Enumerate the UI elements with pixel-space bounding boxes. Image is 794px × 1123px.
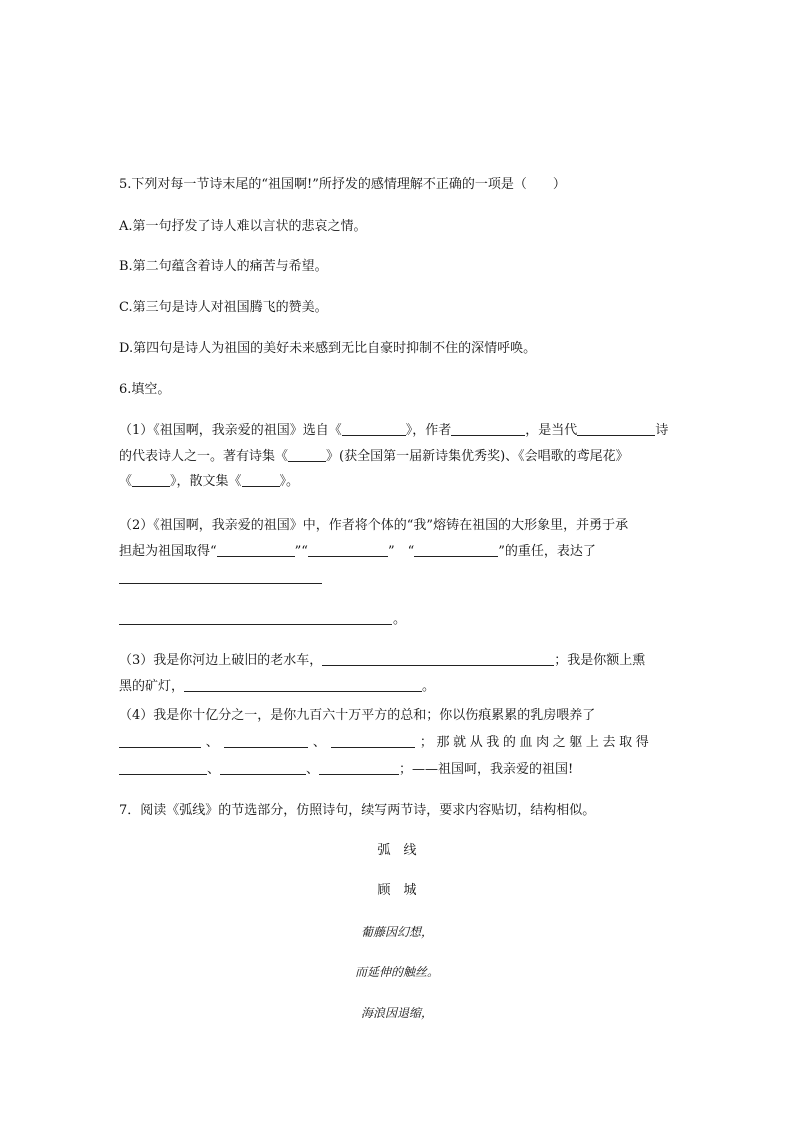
blank-prose-collection — [242, 474, 280, 487]
text: ；——祖国呵，我亲爱的祖国! — [399, 762, 574, 777]
poem-author: 顾 城 — [377, 883, 417, 898]
answer-line — [119, 583, 322, 584]
blank-collection-2 — [132, 474, 170, 487]
text: 黑的矿灯， — [119, 679, 185, 694]
text: （3）我是你河边上破旧的老水车， — [119, 653, 323, 668]
blank-nurtured-2 — [224, 735, 308, 748]
q5-option-d: D.第四句是诗人为祖国的美好未来感到无比自豪时抑制不住的深情呼唤。 — [119, 341, 537, 356]
text: 》，作者 — [405, 423, 452, 438]
q6-p3-line1 — [119, 652, 645, 670]
text: ”的重任，表达了 — [498, 544, 596, 559]
q6-p1-line2 — [119, 448, 629, 466]
q6-p3-line2 — [119, 678, 435, 696]
poem-line: 海浪因退缩， — [360, 1006, 433, 1020]
text: （1）《祖国啊，我亲爱的祖国》选自《 — [119, 423, 342, 438]
q6-p4-line3 — [119, 761, 573, 779]
q6-p1-line1 — [119, 422, 668, 440]
text: 、 — [312, 735, 327, 750]
blank-poetry-collection — [288, 449, 326, 462]
q6-p4-line2 — [119, 734, 652, 752]
blank-achievement-2 — [308, 544, 388, 557]
text: ；那就从我的血肉之躯上去取得 — [419, 735, 653, 750]
blank-achievement-1 — [217, 544, 295, 557]
q7-stem: 7．阅读《弧线》的节选部分，仿照诗句，续写两节诗，要求内容贴切，结构相似。 — [119, 803, 596, 818]
text: 、 — [207, 762, 221, 777]
text: ，是当代 — [525, 423, 578, 438]
q5-stem: 5.下列对每一节诗末尾的“祖国啊!”所抒发的感情理解不正确的一项是（ ） — [119, 177, 566, 192]
text: 》。 — [279, 474, 300, 489]
q6-p2-line1: （2）《祖国啊，我亲爱的祖国》中，作者将个体的“我”熔铸在祖国的大形象里，并勇于承 — [119, 518, 629, 533]
text: 《 — [119, 474, 133, 489]
text: ” “ — [387, 544, 415, 559]
text: 》(获全国第一届新诗集优秀奖)、《会唱歌的鸢尾花》 — [326, 449, 629, 464]
text: 、 — [205, 735, 220, 750]
text: 的代表诗人之一。著有诗集《 — [119, 449, 289, 464]
blank-author — [451, 423, 525, 436]
blank-poetry-school — [577, 423, 655, 436]
blank-nurtured-1 — [119, 735, 201, 748]
text: 、 — [306, 762, 320, 777]
q5-option-a: A.第一句抒发了诗人难以言状的悲哀之情。 — [119, 219, 367, 234]
text: 诗 — [655, 423, 669, 438]
text: 担起为祖国取得“ — [119, 544, 217, 559]
poem-title: 弧 线 — [377, 843, 417, 858]
blank-achievement-3 — [414, 544, 498, 557]
text: ；我是你额上熏 — [554, 653, 646, 668]
blank-obtain-1 — [119, 762, 207, 775]
q6-p4-line1: （4）我是你十亿分之一，是你九百六十万平方的总和；你以伤痕累累的乳房喂养了 — [119, 708, 596, 723]
q6-p2-line2 — [119, 543, 596, 561]
q6-p2-end-period: 。 — [393, 612, 407, 627]
q5-option-b: B.第二句蕴含着诗人的痛苦与希望。 — [119, 259, 328, 274]
blank-obtain-2 — [220, 762, 306, 775]
text: 》，散文集《 — [170, 474, 242, 489]
blank-obtain-3 — [319, 762, 399, 775]
text: ”“ — [294, 544, 308, 559]
blank-metaphor-1 — [322, 653, 554, 666]
poem-line: 葡藤因幻想， — [360, 925, 433, 939]
q6-p1-line3 — [119, 473, 299, 491]
q5-option-c: C.第三句是诗人对祖国腾飞的赞美。 — [119, 300, 328, 315]
blank-book-source — [342, 423, 406, 436]
answer-line — [119, 624, 392, 625]
blank-nurtured-3 — [331, 735, 415, 748]
text: 。 — [422, 679, 436, 694]
blank-metaphor-2 — [184, 679, 422, 692]
q6-title: 6.填空。 — [119, 382, 171, 397]
poem-line: 而延伸的触丝。 — [354, 965, 439, 979]
